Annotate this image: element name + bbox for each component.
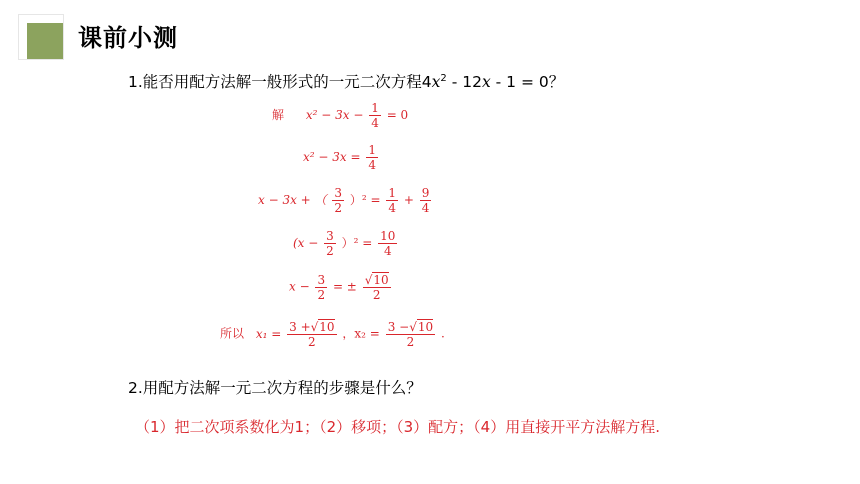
plus-sign: + — [403, 193, 414, 207]
root-2-fraction: $\frac{3 -√10}{2}$ — [387, 320, 434, 349]
solution-line-3 — [258, 186, 433, 215]
fraction-9-4: $\frac{9}{4}$ — [421, 186, 430, 215]
x1-label: x₁ = — [255, 326, 282, 341]
line5-lhs: x − — [289, 279, 310, 294]
fraction-3-2: $\frac{3}{2}$ — [334, 186, 343, 215]
q1-suffix: - 1 = 0？ — [490, 73, 565, 91]
line3-lhs: x − 3x + （ — [258, 193, 327, 207]
fraction-1-4: $\frac{1}{4}$ — [388, 186, 396, 215]
answer-2: （1）把二次项系数化为1；（2）移项；（3）配方；（4）用直接开平方法解方程. — [135, 418, 660, 436]
q1-mid: - 12 — [446, 73, 482, 91]
fraction-1-4: $\frac{1}{4}$ — [368, 143, 377, 172]
solution-line-5 — [289, 272, 393, 302]
root-1-fraction: $\frac{3 +√10}{2}$ — [289, 320, 335, 349]
line2-lhs: x² − 3x = — [303, 150, 361, 164]
fraction-1-4: $\frac{1}{4}$ — [371, 101, 379, 130]
solution-line-6 — [220, 319, 445, 349]
fraction-sqrt10-2: $\frac{√10}{2}$ — [364, 273, 389, 302]
square-eq: ）² = — [349, 193, 381, 207]
logo-icon — [19, 15, 63, 59]
question-2: 2.用配方法解一元二次方程的步骤是什么？ — [128, 379, 422, 397]
question-1 — [128, 70, 564, 92]
fraction-3-2: $\frac{3}{2}$ — [317, 272, 326, 302]
q1-var-x: x — [431, 73, 441, 91]
q1-exponent: 2 — [440, 72, 447, 84]
q1-prefix: 1.能否用配方法解一般形式的一元二次方程4 — [128, 73, 432, 91]
period: . — [440, 326, 445, 341]
x2-label: ，x₂ = — [342, 326, 380, 341]
label-jie: 解 — [272, 108, 285, 122]
solution-line-2 — [303, 143, 380, 172]
solution-line-4 — [293, 229, 399, 258]
line1-rhs: = 0 — [386, 108, 409, 122]
square-eq: ）² = — [341, 236, 373, 250]
q1-var-x-2: x — [481, 73, 491, 91]
plus-minus: = ± — [332, 279, 357, 294]
fraction-3-2: $\frac{3}{2}$ — [326, 229, 334, 258]
solution-line-1 — [272, 101, 408, 130]
line1-lhs: x² − 3x − — [305, 108, 364, 122]
logo-square — [27, 23, 63, 59]
page-title: 课前小测 — [78, 24, 178, 52]
line4-lhs: (x − — [293, 236, 319, 250]
fraction-10-4: $\frac{10}{4}$ — [380, 229, 396, 258]
label-suoyi: 所以 — [220, 326, 245, 341]
